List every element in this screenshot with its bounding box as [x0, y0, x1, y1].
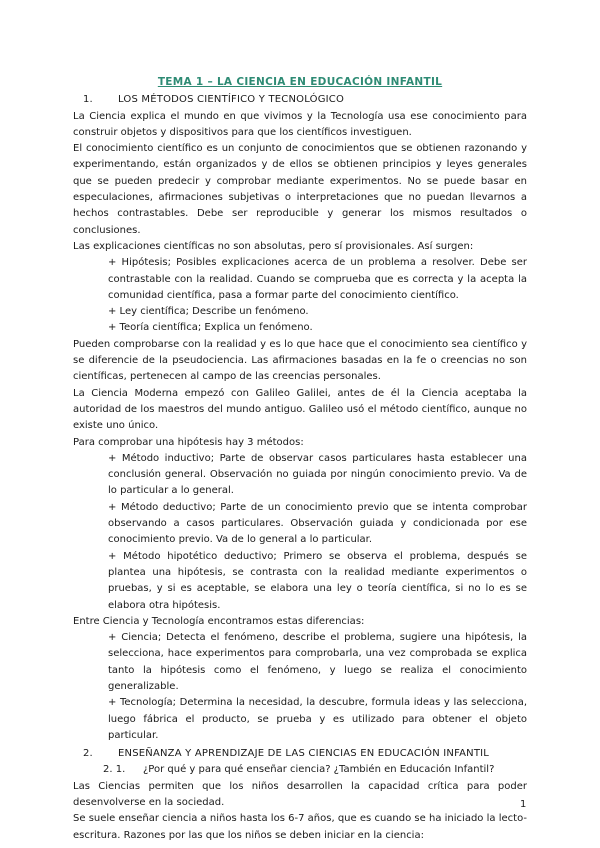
paragraph: Para comprobar una hipótesis hay 3 métodos:: [73, 436, 304, 448]
bullet-list-differences: [73, 630, 527, 744]
list-item: + Método inductivo; Parte de observar casos particulares hasta establecer una conclusión general. Observación no guiada por ningún conocimiento previo. Va de lo particular a lo general.: [108, 452, 527, 497]
section-2-heading: [73, 746, 527, 762]
subsection-2-1-heading: [73, 762, 527, 778]
paragraph: La Ciencia Moderna empezó con Galileo Galilei, antes de él la Ciencia aceptaba la autoridad de los maestros del mundo antiguo. Galileo usó el método científico, aunque no existe uno único.: [73, 387, 527, 432]
section-2-title: ENSEÑANZA Y APRENDIZAJE DE LAS CIENCIAS EN EDUCACIÓN INFANTIL: [118, 748, 490, 760]
subsection-2-1-number: 2. 1.: [103, 764, 126, 776]
paragraph: Entre Ciencia y Tecnología encontramos estas diferencias:: [73, 615, 365, 627]
paragraph: La Ciencia explica el mundo en que vivimos y la Tecnología usa ese conocimiento para construir objetos y dispositivos para que los científicos investiguen.: [73, 110, 527, 138]
section-2-number: 2.: [83, 748, 93, 760]
page-number: 1: [520, 799, 527, 810]
bullet-list-methods: [73, 451, 527, 614]
bullet-list-explanations: [73, 255, 527, 336]
list-item: + Teoría científica; Explica un fenómeno.: [108, 322, 313, 334]
document-title: TEMA 1 – LA CIENCIA EN EDUCACIÓN INFANTIL: [157, 76, 443, 88]
paragraph: Pueden comprobarse con la realidad y es lo que hace que el conocimiento sea científico y se diferencie de la pseudociencia. Las afirmaciones basadas en la fe o creencias no son científicas, pertenecen al campo de las creencias personales.: [73, 338, 527, 383]
list-item: + Hipótesis; Posibles explicaciones acerca de un problema a resolver. Debe ser contrastable con la realidad. Cuando se comprueba que es correcta y la acepta la comunidad científica, pasa a formar parte del conocimiento científico.: [108, 257, 527, 301]
paragraph: Las Ciencias permiten que los niños desarrollen la capacidad crítica para poder desenvolverse en la sociedad.: [73, 780, 527, 809]
document-page: [73, 74, 527, 844]
paragraph: Se suele enseñar ciencia a niños hasta los 6-7 años, que es cuando se ha iniciado la lecto-escritura. Razones por las que los niños se deben iniciar en la ciencia:: [73, 813, 527, 841]
list-item: + Método hipotético deductivo; Primero se observa el problema, después se plantea una hipótesis, se contrasta con la realidad mediante experimentos o pruebas, y si es aceptable, se elabora una ley o teoría científica, si no lo es se elabora otra hipótesis.: [108, 550, 527, 611]
section-1-title: LOS MÉTODOS CIENTÍFICO Y TECNOLÓGICO: [118, 94, 345, 106]
list-item: + Ciencia; Detecta el fenómeno, describe el problema, sugiere una hipótesis, la selecciona, hace experimentos para comprobarla, una vez comprobada se explica tanto la hipótesis como el fenómeno, y luego se realiza el conocimiento generalizable.: [108, 632, 527, 692]
subsection-2-1-title: ¿Por qué y para qué enseñar ciencia? ¿También en Educación Infantil?: [143, 764, 495, 776]
list-item: + Tecnología; Determina la necesidad, la descubre, formula ideas y las selecciona, luego fábrica el producto, se prueba y es utilizado para obtener el objeto particular.: [108, 697, 527, 741]
paragraph: Las explicaciones científicas no son absolutas, pero sí provisionales. Así surgen:: [73, 240, 474, 252]
section-1-heading: [73, 92, 527, 108]
list-item: + Método deductivo; Parte de un conocimiento previo que se intenta comprobar observando a casos particulares. Observación guiada y condicionada por ese conocimiento previo. Va de lo general a lo particular.: [108, 501, 527, 546]
section-1-number: 1.: [83, 94, 93, 106]
list-item: + Ley científica; Describe un fenómeno.: [108, 306, 309, 318]
paragraph: El conocimiento científico es un conjunto de conocimientos que se obtienen razonando y experimentando, están organizados y de ellos se obtienen principios y leyes generales que se pueden predecir y comprobar mediante experimentos. No se puede basar en especulaciones, afirmaciones subjetivas o interpretaciones que no puedan llevarnos a hechos contrastables. Debe ser reproducible y generar los mismos resultados o conclusiones.: [73, 143, 527, 236]
